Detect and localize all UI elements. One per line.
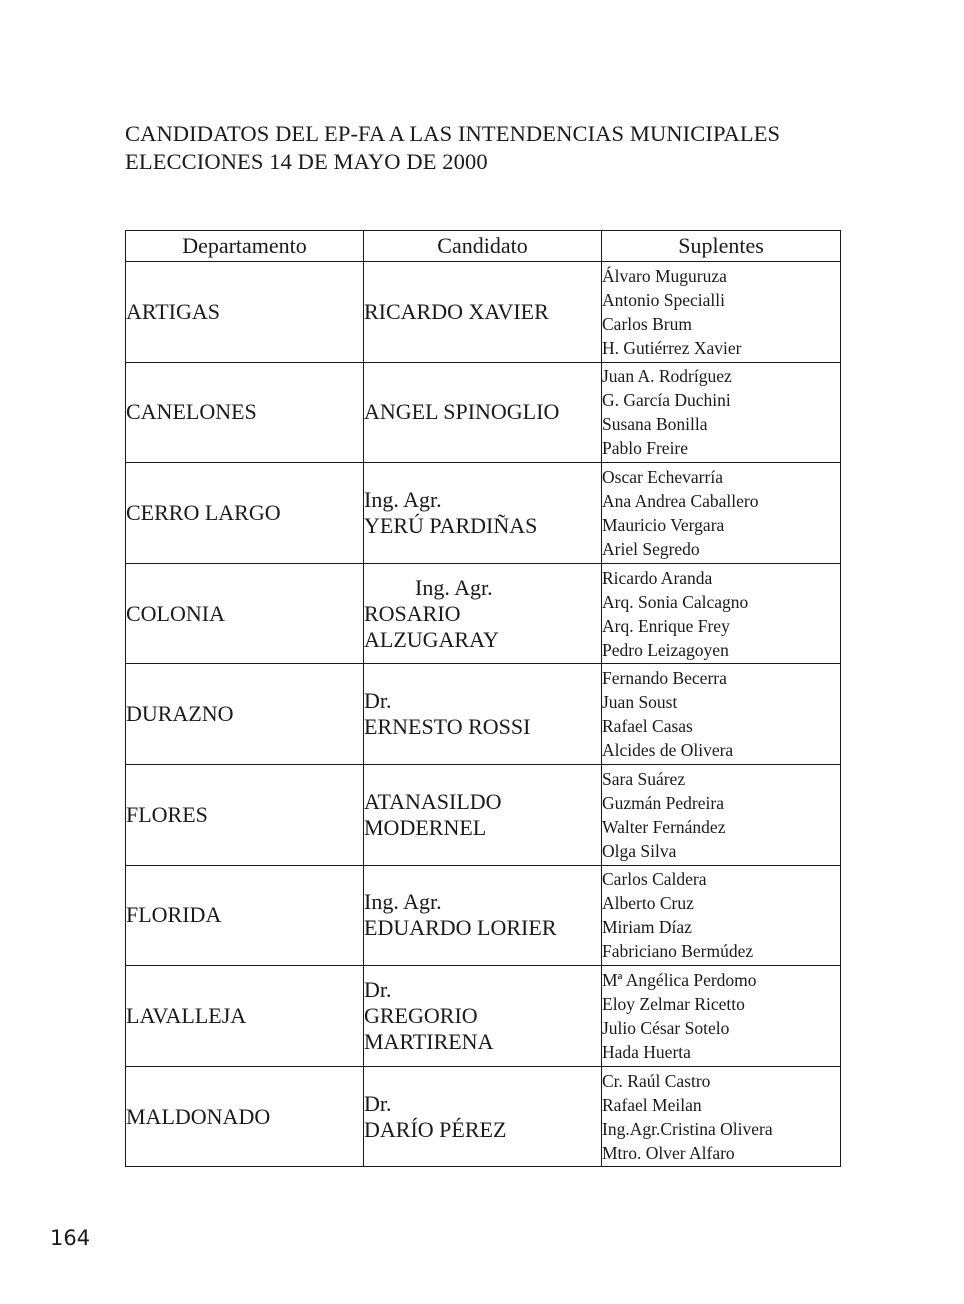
suplente-name: Eloy Zelmar Ricetto [602,993,745,1014]
suplente-name: Ricardo Aranda [602,567,713,588]
candidato-cell [364,362,602,463]
suplente-name: Fabriciano Bermúdez [602,941,754,962]
suplente-name: Mª Angélica Perdomo [602,969,757,990]
suplente-name: Julio César Sotelo [602,1017,730,1038]
suplentes-cell [602,362,841,463]
table-header-row [126,231,841,262]
candidato-cell [364,664,602,765]
suplente-name: Walter Fernández [602,816,726,837]
table-row [126,1066,841,1167]
suplente-name: Mtro. Olver Alfaro [602,1142,735,1163]
departamento-cell: CANELONES [126,362,364,463]
candidato-line: ATANASILDO [364,788,502,814]
suplente-name: Alcides de Olivera [602,740,734,761]
suplente-name: Juan A. Rodríguez [602,366,732,387]
suplentes-cell [602,563,841,664]
title-line-1: CANDIDATOS DEL EP-FA A LAS INTENDENCIAS MUNICIPALES [125,121,781,146]
suplente-name: Pablo Freire [602,438,689,459]
suplente-name: Antonio Specialli [602,289,725,310]
candidato-cell [364,463,602,564]
suplente-name: Cr. Raúl Castro [602,1070,711,1091]
suplente-name: Carlos Brum [602,313,692,334]
candidato-title: Ing. Agr. [415,574,493,600]
table-row [126,463,841,564]
suplente-name: Mauricio Vergara [602,514,725,535]
title-line-2: ELECCIONES 14 DE MAYO DE 2000 [125,149,488,174]
candidato-line: GREGORIO [364,1002,478,1028]
header-departamento: Departamento [126,231,364,262]
departamento-cell: FLORIDA [126,865,364,966]
candidato-title: Dr. [364,976,392,1002]
suplente-name: Arq. Enrique Frey [602,615,730,636]
document-title [125,120,780,176]
suplentes-cell [602,463,841,564]
candidato-cell [364,764,602,865]
suplente-name: Alberto Cruz [602,893,694,914]
table-row [126,664,841,765]
suplentes-cell [602,966,841,1067]
candidato-cell [364,563,602,664]
candidato-line: ROSARIO [364,600,461,626]
candidato-line: ALZUGARAY [364,626,499,652]
table-row [126,966,841,1067]
suplente-name: G. García Duchini [602,390,731,411]
suplente-name: Sara Suárez [602,768,686,789]
suplente-name: Ariel Segredo [602,538,700,559]
suplente-name: Pedro Leizagoyen [602,639,729,660]
candidato-title: Dr. [364,688,392,714]
suplente-name: Miriam Díaz [602,917,692,938]
table-row [126,764,841,865]
table-row [126,865,841,966]
candidato-line: ERNESTO ROSSI [364,714,531,740]
suplente-name: Susana Bonilla [602,414,708,435]
suplente-name: Guzmán Pedreira [602,792,724,813]
candidato-title: Ing. Agr. [364,889,442,915]
candidato-cell [364,865,602,966]
candidato-cell [364,966,602,1067]
header-suplentes: Suplentes [602,231,841,262]
suplente-name: Ing.Agr.Cristina Olivera [602,1118,773,1139]
departamento-cell: FLORES [126,764,364,865]
suplentes-cell [602,764,841,865]
departamento-cell: DURAZNO [126,664,364,765]
candidato-cell [364,1066,602,1167]
departamento-cell: MALDONADO [126,1066,364,1167]
departamento-cell: LAVALLEJA [126,966,364,1067]
candidato-title: Ing. Agr. [364,486,442,512]
table-row [126,362,841,463]
candidato-cell [364,262,602,363]
candidato-line: EDUARDO LORIER [364,915,557,941]
suplentes-cell [602,664,841,765]
suplente-name: Ana Andrea Caballero [602,490,759,511]
candidato-line: MARTIRENA [364,1028,494,1054]
table-row [126,262,841,363]
candidato-line: RICARDO XAVIER [364,298,549,324]
suplente-name: Olga Silva [602,840,677,861]
candidato-line: MODERNEL [364,814,487,840]
departamento-cell: CERRO LARGO [126,463,364,564]
suplentes-cell [602,865,841,966]
departamento-cell: ARTIGAS [126,262,364,363]
suplente-name: Álvaro Muguruza [602,265,727,286]
suplente-name: Rafael Meilan [602,1094,702,1115]
candidato-title: Dr. [364,1090,392,1116]
page-number: 164 [50,1226,91,1250]
suplentes-cell [602,1066,841,1167]
suplente-name: Juan Soust [602,692,678,713]
suplente-name: Fernando Becerra [602,668,727,689]
suplente-name: Carlos Caldera [602,869,707,890]
suplente-name: Hada Huerta [602,1041,691,1062]
suplente-name: H. Gutiérrez Xavier [602,337,742,358]
suplentes-cell [602,262,841,363]
candidato-line: ANGEL SPINOGLIO [364,399,560,425]
header-candidato: Candidato [364,231,602,262]
candidates-table [125,230,841,1167]
table-row [126,563,841,664]
candidato-line: YERÚ PARDIÑAS [364,512,538,538]
departamento-cell: COLONIA [126,563,364,664]
suplente-name: Oscar Echevarría [602,466,723,487]
suplente-name: Rafael Casas [602,716,693,737]
candidato-line: DARÍO PÉREZ [364,1116,507,1142]
suplente-name: Arq. Sonia Calcagno [602,591,749,612]
